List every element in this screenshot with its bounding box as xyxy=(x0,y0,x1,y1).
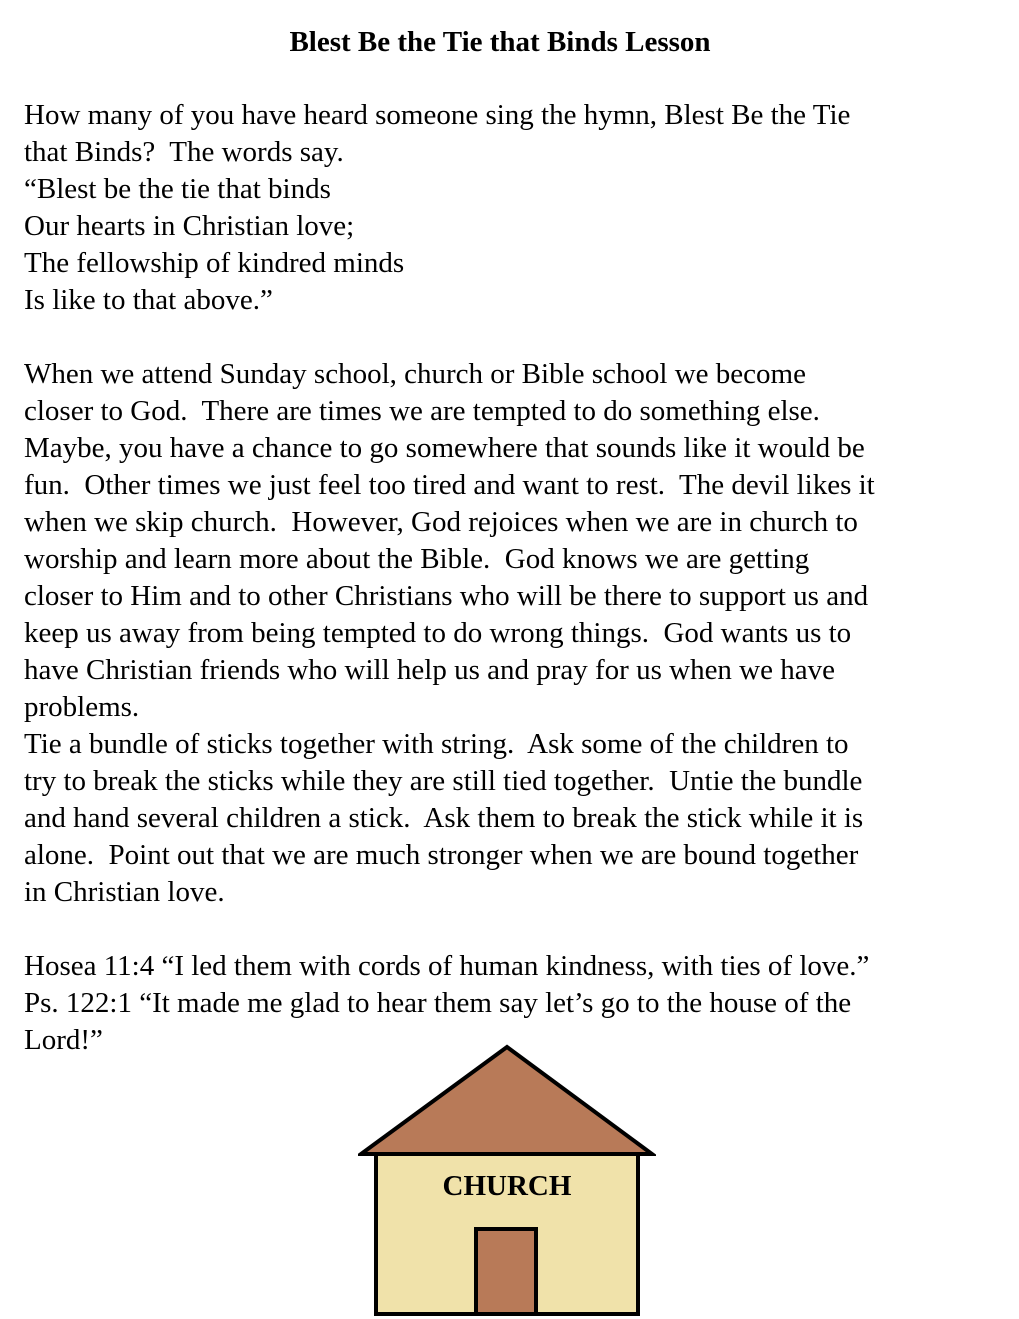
hymn-verse-line: “Blest be the tie that binds xyxy=(24,173,331,205)
text-line: that Binds? The words say. xyxy=(24,136,344,168)
church-roof xyxy=(361,1047,652,1154)
activity-line: and hand several children a stick. Ask them to break the stick while it is xyxy=(24,802,864,834)
hymn-intro xyxy=(24,97,999,319)
activity-line: Tie a bundle of sticks together with string. Ask some of the children to xyxy=(24,728,849,760)
text-line: when we skip church. However, God rejoices when we are in church to xyxy=(24,506,858,538)
text-line: fun. Other times we just feel too tired and want to rest. The devil likes it xyxy=(24,469,875,501)
church-label: CHURCH xyxy=(442,1170,572,1202)
text-line: closer to Him and to other Christians who will be there to support us and xyxy=(24,580,869,612)
hymn-verse-line: Our hearts in Christian love; xyxy=(24,210,355,242)
text-line: keep us away from being tempted to do wrong things. God wants us to xyxy=(24,617,852,649)
text-line: Maybe, you have a chance to go somewhere that sounds like it would be xyxy=(24,432,865,464)
church-door xyxy=(476,1229,536,1314)
church-illustration xyxy=(358,1044,656,1319)
text-line: problems. xyxy=(24,691,140,723)
text-line: How many of you have heard someone sing the hymn, Blest Be the Tie xyxy=(24,99,851,131)
hymn-verse-line: Is like to that above.” xyxy=(24,284,273,316)
text-line: When we attend Sunday school, church or Bible school we become xyxy=(24,358,806,390)
hymn-verse-line: The fellowship of kindred minds xyxy=(24,247,405,279)
scripture-line: Lord!” xyxy=(24,1024,103,1056)
page-title: Blest Be the Tie that Binds Lesson xyxy=(289,26,711,58)
text-line: worship and learn more about the Bible. God knows we are getting xyxy=(24,543,810,575)
activity-line: try to break the sticks while they are still tied together. Untie the bundle xyxy=(24,765,863,797)
text-line: have Christian friends who will help us and pray for us when we have xyxy=(24,654,835,686)
text-line: closer to God. There are times we are tempted to do something else. xyxy=(24,395,820,427)
activity-line: in Christian love. xyxy=(24,876,225,908)
scripture-references xyxy=(24,948,999,1059)
scripture-line: Ps. 122:1 “It made me glad to hear them say let’s go to the house of the xyxy=(24,987,852,1019)
activity-line: alone. Point out that we are much stronger when we are bound together xyxy=(24,839,859,871)
lesson-body xyxy=(24,356,999,911)
scripture-line: Hosea 11:4 “I led them with cords of human kindness, with ties of love.” xyxy=(24,950,870,982)
